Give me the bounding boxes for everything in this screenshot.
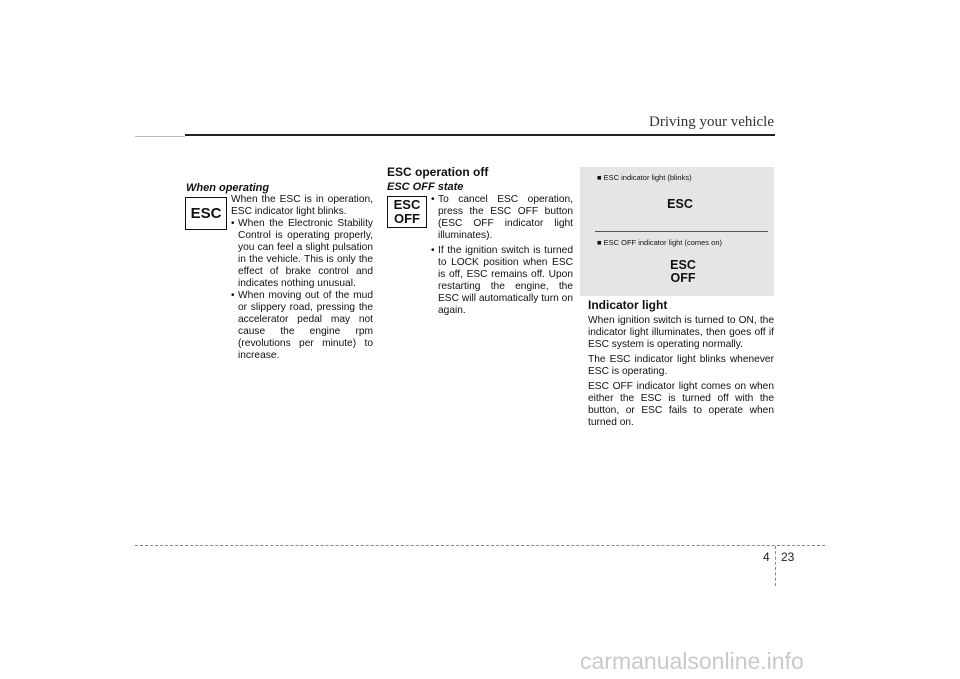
esc-indicator-icon [185, 197, 227, 230]
esc-off-icon-line2: OFF [394, 211, 420, 226]
esc-off-state-heading: ESC OFF state [387, 181, 464, 193]
col2-bullet-text: If the ignition switch is turned to LOCK position when ESC is off, ESC remains off. Upon restarting the engine, the ESC will automatically turn on again. [438, 245, 573, 316]
esc-off-icon-line1: ESC [393, 197, 421, 212]
col2-bullet-text: To cancel ESC operation, press the ESC OFF button (ESC OFF indicator light illuminates). [438, 194, 573, 241]
panel-divider [595, 231, 768, 232]
footer-rule [135, 545, 825, 546]
col1-body [231, 194, 373, 362]
col2-body [431, 194, 573, 317]
esc-off-panel-icon [658, 259, 708, 285]
esc-off-panel-line1: ESC [670, 258, 696, 272]
col1-intro: When the ESC is in operation, ESC indicator light blinks. [231, 194, 373, 217]
col1-bullet: • When the Electronic Stability Control is operating properly, you can feel a slight pulsation in the vehicle. This is only the effect of brake control and indicates nothing unusual. [231, 218, 373, 289]
esc-operation-off-heading: ESC operation off [387, 165, 489, 179]
header-rule [185, 134, 775, 136]
col3-paragraph: ESC OFF indicator light comes on when either the ESC is turned off with the button, or ESC fails to operate when turned on. [588, 381, 774, 428]
esc-panel-icon: ESC [667, 197, 693, 211]
chapter-number: 4 [763, 550, 770, 564]
col1-bullet: • When moving out of the mud or slippery road, pressing the accelerator pedal may not cause the engine rpm (revolutions per minute) to increase. [231, 290, 373, 361]
col1-bullet-text: When moving out of the mud or slippery road, pressing the accelerator pedal may not cause the engine rpm (revolutions per minute) to increase. [238, 290, 373, 361]
section-title: Driving your vehicle [649, 114, 774, 130]
esc-off-panel-line2: OFF [670, 271, 696, 285]
col3-paragraph: When ignition switch is turned to ON, the indicator light illuminates, then goes off if ESC system is operating normally. [588, 315, 774, 350]
esc-icon-label: ESC [190, 204, 222, 222]
watermark: carmanualsonline.info [580, 648, 804, 674]
col2-bullet: • If the ignition switch is turned to LOCK position when ESC is off, ESC remains off. Upon restarting the engine, the ESC will automatically turn on again. [431, 245, 573, 316]
footer-divider [775, 546, 776, 586]
esc-off-comes-on-caption: ■ ESC OFF indicator light (comes on) [597, 238, 722, 247]
esc-blinks-caption: ■ ESC indicator light (blinks) [597, 173, 692, 182]
when-operating-heading: When operating [186, 182, 270, 194]
header-rule-left [135, 136, 185, 137]
col3-body [588, 315, 774, 429]
col2-bullet: • To cancel ESC operation, press the ESC OFF button (ESC OFF indicator light illuminates). [431, 194, 573, 241]
indicator-light-heading: Indicator light [588, 298, 668, 312]
esc-off-indicator-icon [387, 196, 427, 228]
col1-bullet-text: When the Electronic Stability Control is operating properly, you can feel a slight pulsation in the vehicle. This is only the effect of brake control and indicates nothing unusual. [238, 218, 373, 289]
col3-paragraph: The ESC indicator light blinks whenever ESC is operating. [588, 354, 774, 377]
page-number: 23 [781, 550, 795, 564]
